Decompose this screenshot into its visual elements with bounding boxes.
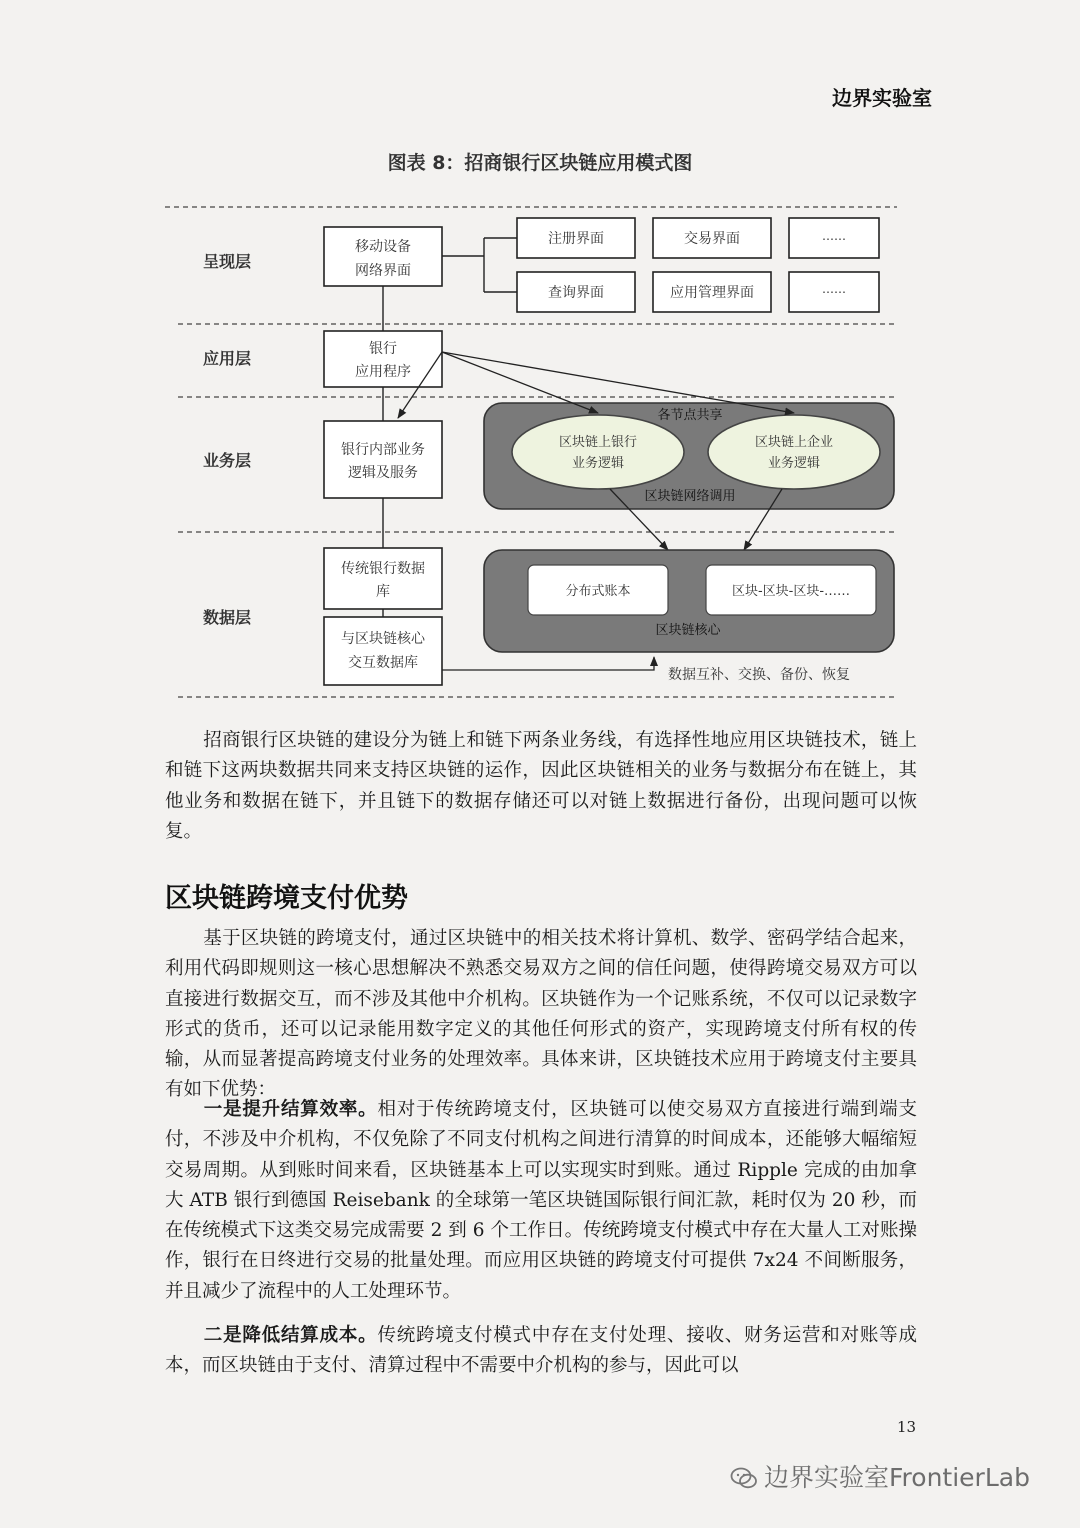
- chain-bank-logic-line2: 业务逻辑: [571, 456, 625, 471]
- mobile-interface-line1: 移动设备: [355, 239, 411, 255]
- page-number: 13: [897, 1418, 917, 1436]
- bank-app-line1: 银行: [369, 341, 397, 357]
- complement-label: 数据互补、交换、备份、恢复: [668, 667, 850, 683]
- chain-bank-logic-line1: 区块链上银行: [558, 435, 638, 450]
- paragraph-4: 二是降低结算成本。传统跨境支付模式中存在支付处理、接收、财务运营和对账等成本，而区块链由于支付、清算过程中不需要中介机构的参与，因此可以: [165, 1325, 917, 1377]
- internal-logic-box: [324, 421, 442, 498]
- traditional-db-line1: 传统银行数据: [341, 561, 425, 577]
- internal-logic-line2: 逻辑及服务: [348, 465, 418, 481]
- section-heading: 区块链跨境支付优势: [165, 883, 408, 914]
- paragraph-4-lead: 二是降低结算成本。: [203, 1325, 378, 1346]
- watermark-text: 边界实验室FrontierLab: [764, 1463, 1030, 1492]
- interact-db-line1: 与区块链核心: [341, 631, 425, 647]
- traditional-db-line2: 库: [376, 584, 390, 600]
- mobile-interface-line2: 网络界面: [355, 263, 411, 279]
- shared-label: 各节点共享: [657, 408, 723, 423]
- internal-logic-line1: 银行内部业务: [341, 442, 425, 458]
- bank-app-line2: 应用程序: [355, 364, 411, 380]
- core-label: 区块链核心: [655, 623, 721, 638]
- presentation-branch-connector: [442, 238, 517, 292]
- chain-enterprise-logic-line1: 区块链上企业: [754, 435, 834, 450]
- blockchain-architecture-diagram: [0, 0, 1080, 720]
- chain-enterprise-logic-ellipse: [708, 415, 880, 489]
- network-call-label: 区块链网络调用: [644, 489, 736, 504]
- chain-bank-logic-ellipse: [512, 415, 684, 489]
- paragraph-1: 招商银行区块链的建设分为链上和链下两条业务线，有选择性地应用区块链技术，链上和链下这两块数据共同来支持区块链的运作，因此区块链相关的业务与数据分布在链上，其他业务和数据在链下，并且链下的数据存储还可以对链上数据进行备份，出现问题可以恢复。: [165, 730, 917, 842]
- layer-label-application: 应用层: [202, 349, 252, 368]
- layer-label-business: 业务层: [202, 451, 252, 470]
- interact-db-box: [324, 617, 442, 685]
- more-interface-label-1: ……: [822, 229, 846, 243]
- blocks-label: 区块-区块-区块-……: [731, 584, 851, 599]
- query-interface-label: 查询界面: [548, 285, 604, 301]
- layer-label-data: 数据层: [202, 608, 252, 627]
- paragraph-3-lead: 一是提升结算效率。: [203, 1099, 378, 1120]
- app-manage-interface-label: 应用管理界面: [670, 285, 754, 301]
- figure-title: 图表 8：招商银行区块链应用模式图: [387, 152, 693, 174]
- more-interface-label-2: ……: [822, 282, 846, 296]
- paragraph-2: 基于区块链的跨境支付，通过区块链中的相关技术将计算机、数学、密码学结合起来，利用代码即规则这一核心思想解决不熟悉交易双方之间的信任问题，使得跨境交易双方可以直接进行数据交互，而不涉及其他中介机构。区块链作为一个记账系统，不仅可以记录数字形式的货币，还可以记录能用数字定义的其他任何形式的资产，实现跨境支付所有权的传输，从而显著提高跨境支付业务的处理效率。具体来讲，区块链技术应用于跨境支付主要具有如下优势：: [165, 928, 917, 1101]
- header-logo: 边界实验室: [832, 86, 932, 110]
- ledger-label: 分布式账本: [565, 584, 631, 599]
- layer-label-presentation: 呈现层: [202, 252, 252, 271]
- paragraph-3: 一是提升结算效率。相对于传统跨境支付，区块链可以使交易双方直接进行端到端支付，不涉及中介机构，不仅免除了不同支付机构之间进行清算的时间成本，还能够大幅缩短交易周期。从到账时间来看，区块链基本上可以实现实时到账。通过 Ripple 完成的由加拿大 ATB 银行到德国 Reisebank 的全球第一笔区块链国际银行间汇款，耗时仅为 20 秒，而在传统模式下这类交易完成需要 2 到 6 个工作日。传统跨境支付模式中存在大量人工对账操作，银行在日终进行交易的批量处理。而应用区块链的跨境支付可提供 7x24 不间断服务，并且减少了流程中的人工处理环节。: [165, 1099, 917, 1302]
- interact-db-line2: 交互数据库: [348, 655, 418, 671]
- register-interface-label: 注册界面: [548, 231, 604, 247]
- wechat-icon: [730, 1466, 758, 1490]
- arrow-interact-db-to-core: [442, 657, 654, 670]
- watermark: [730, 1458, 1030, 1494]
- trade-interface-label: 交易界面: [684, 231, 740, 247]
- chain-enterprise-logic-line2: 业务逻辑: [767, 456, 821, 471]
